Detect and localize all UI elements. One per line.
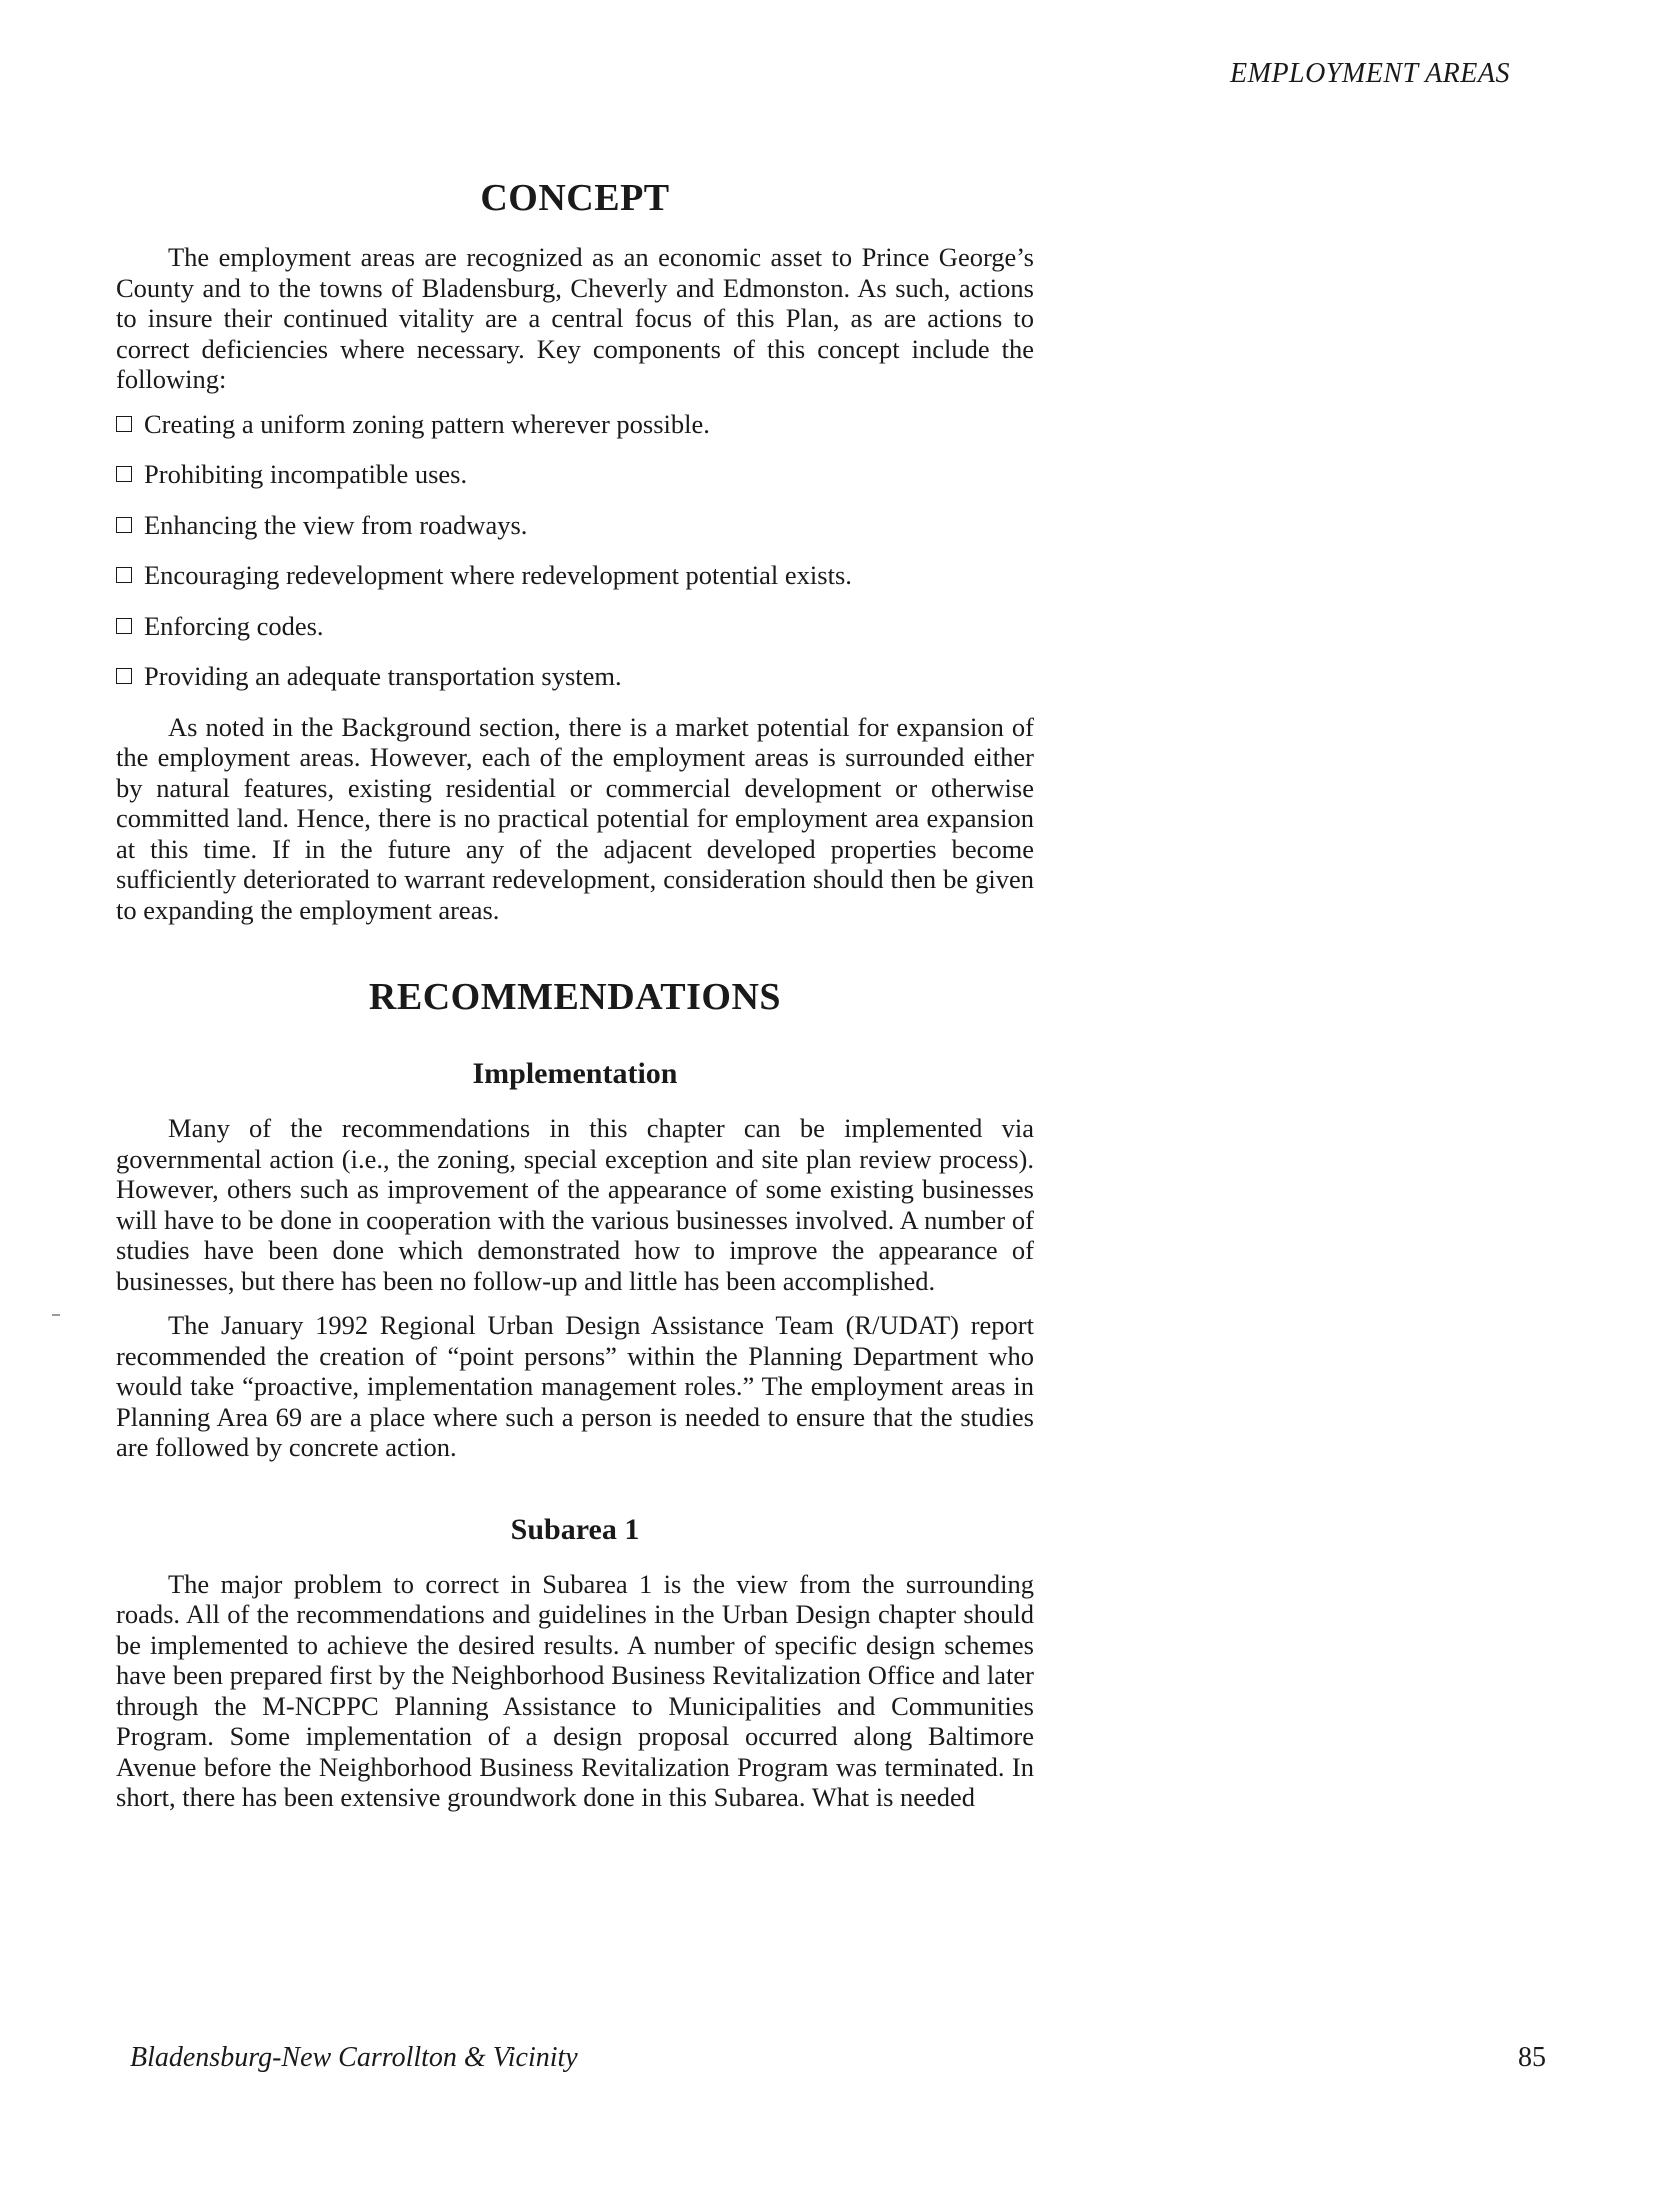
- bullet-text: Prohibiting incompatible uses.: [144, 459, 468, 489]
- footer-title: Bladensburg-New Carrollton & Vicinity: [130, 2042, 578, 2073]
- checkbox-bullet-icon: [116, 416, 132, 432]
- concept-closing: As noted in the Background section, there is a market potential for expansion of the employment areas. However, each of the employment areas is surrounded either by natural features, existing residential or commercial development or otherwise committed land. Hence, there is no practical potential for employment area expansion at this time. If in the future any of the adjacent developed properties become sufficiently deteriorated to warrant redevelopment, consideration should then be given to expanding the employment areas.: [116, 711, 1034, 925]
- subarea-1-heading: Subarea 1: [510, 1512, 640, 1546]
- concept-intro: The employment areas are recognized as an economic asset to Prince George’s County and to the towns of Bladensburg, Cheverly and Edmonston. As such, actions to insure their continued vitality are a central focus of this Plan, as are actions to correct deficiencies where necessary. Key components of this concept include the following:: [116, 242, 1034, 394]
- checkbox-bullet-icon: [116, 618, 132, 634]
- checkbox-bullet-icon: [116, 668, 132, 684]
- implementation-paragraph-1: Many of the recommendations in this chapter can be implemented via governmental action (i.e., the zoning, special exception and site plan review process). However, others such as improvement of the appearance of some existing businesses will have to be done in cooperation with the various businesses involved. A number of studies have been done which demonstrated how to improve the appearance of businesses, but there has been no follow-up and little has been accomplished.: [116, 1113, 1034, 1296]
- recommendations-heading: RECOMMENDATIONS: [368, 976, 782, 1018]
- main-column: [116, 176, 1034, 1827]
- bullet-text: Enforcing codes.: [144, 610, 324, 641]
- running-head: EMPLOYMENT AREAS: [1230, 58, 1510, 89]
- list-item: [116, 510, 1034, 541]
- bullet-text: Enhancing the view from roadways.: [144, 509, 528, 540]
- checkbox-bullet-icon: [116, 517, 132, 533]
- list-item: [116, 560, 1034, 591]
- list-item: [116, 409, 1034, 440]
- bullet-text: Creating a uniform zoning pattern wherever possible.: [144, 408, 710, 439]
- bullet-text: Encouraging redevelopment where redevelopment potential exists.: [144, 560, 852, 590]
- concept-heading: CONCEPT: [480, 177, 670, 219]
- list-item: [116, 661, 1034, 692]
- subarea-1-paragraph: The major problem to correct in Subarea 1 is the view from the surrounding roads. All of the recommendations and guidelines in the Urban Design chapter should be implemented to achieve the desired results. A number of specific design schemes have been prepared first by the Neighborhood Business Revitalization Office and later through the M-NCPPC Planning Assistance to Municipalities and Communities Program. Some implementation of a design proposal occurred along Baltimore Avenue before the Neighborhood Business Revitalization Program was terminated. In short, there has been extensive groundwork done in this Subarea. What is needed: [116, 1568, 1034, 1812]
- implementation-heading: Implementation: [472, 1057, 678, 1090]
- bullet-text: Providing an adequate transportation system.: [144, 661, 622, 691]
- list-item: [116, 611, 1034, 642]
- scan-speck: [52, 1314, 60, 1316]
- checkbox-bullet-icon: [116, 466, 132, 482]
- page-number: 85: [1518, 2042, 1546, 2073]
- checkbox-bullet-icon: [116, 567, 132, 583]
- list-item: [116, 459, 1034, 490]
- concept-bullet-list: [116, 409, 1034, 692]
- implementation-paragraph-2: The January 1992 Regional Urban Design Assistance Team (R/UDAT) report recommended the creation of “point persons” within the Planning Department who would take “proactive, implementation management roles.” The employment areas in Planning Area 69 are a place where such a person is needed to ensure that the studies are followed by concrete action.: [116, 1310, 1034, 1462]
